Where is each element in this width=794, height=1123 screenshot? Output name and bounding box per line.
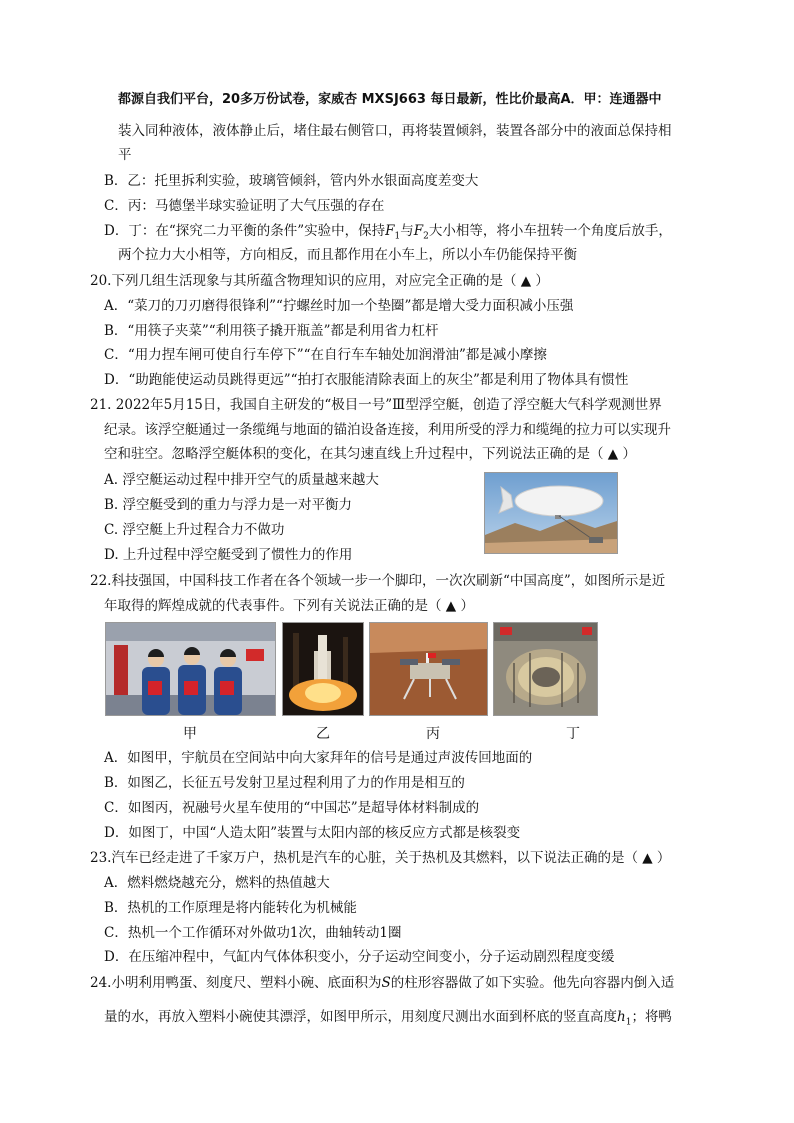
q21-stem-1: 21. 2022年5月15日，我国自主研发的“极目一号”Ⅲ型浮空艇，创造了浮空艇大气科学观测世界 bbox=[90, 397, 662, 413]
q21-option-b: B. 浮空艇受到的重力与浮力是一对平衡力 bbox=[104, 497, 353, 513]
q24-stem-1: 24.小明利用鸭蛋、刻度尺、塑料小碗、底面积为S的柱形容器做了如下实验。他先向容器内倒入适 bbox=[90, 975, 675, 991]
q19-option-c: C．丙：马德堡半球实验证明了大气压强的存在 bbox=[104, 198, 385, 214]
q19-option-b: B．乙：托里拆利实验，玻璃管倾斜，管内外水银面高度差变大 bbox=[104, 173, 479, 189]
q22-option-d: D．如图丁，中国“人造太阳”装置与太阳内部的核反应方式都是核裂变 bbox=[104, 825, 521, 841]
q19-option-d-cont: 两个拉力大小相等，方向相反，而且都作用在小车上，所以小车仍能保持平衡 bbox=[118, 247, 577, 263]
photo-mars-rover bbox=[369, 622, 488, 716]
q20-stem: 20.下列几组生活现象与其所蕴含物理知识的应用，对应完全正确的是（ ▲ ） bbox=[90, 273, 549, 289]
q22-option-c: C．如图丙，祝融号火星车使用的“中国芯”是超导体材料制成的 bbox=[104, 800, 480, 816]
q23-option-b: B．热机的工作原理是将内能转化为机械能 bbox=[104, 900, 357, 916]
q21-stem-3: 空和驻空。忽略浮空艇体积的变化，在其匀速直线上升过程中，下列说法正确的是（ ▲ ） bbox=[104, 446, 636, 462]
q21-stem-2: 纪录。该浮空艇通过一条缆绳与地面的锚泊设备连接，利用所受的浮力和缆绳的拉力可以实现升 bbox=[104, 422, 671, 438]
q23-option-c: C．热机一个工作循环对外做功1次，曲轴转动1圈 bbox=[104, 925, 402, 941]
q22-option-a: A．如图甲，宇航员在空间站中向大家拜年的信号是通过声波传回地面的 bbox=[104, 750, 533, 766]
q20-option-c: C．“用力捏车闸可使自行车停下”“在自行车车轴处加润滑油”都是减小摩擦 bbox=[104, 347, 547, 363]
q22-stem-2: 年取得的辉煌成就的代表事件。下列有关说法正确的是（ ▲ ） bbox=[104, 598, 474, 614]
photo-rocket-launch bbox=[282, 622, 364, 716]
header-watermark-line: 都源自我们平台，20多万份试卷，家威杏 MXSJ663 每日最新，性比价最高A．甲：连通器中 bbox=[118, 92, 662, 107]
photo-artificial-sun bbox=[493, 622, 598, 716]
q21-option-a: A. 浮空艇运动过程中排开空气的质量越来越大 bbox=[104, 472, 379, 488]
q20-option-d: D．“助跑能使运动员跳得更远”“拍打衣服能清除表面上的灰尘”都是利用了物体具有惯性 bbox=[104, 372, 629, 388]
caption-ding: 丁 bbox=[566, 726, 580, 742]
q20-option-b: B．“用筷子夹菜”“利用筷子撬开瓶盖”都是利用省力杠杆 bbox=[104, 323, 439, 339]
q21-option-d: D. 上升过程中浮空艇受到了惯性力的作用 bbox=[104, 547, 353, 563]
photo-astronauts bbox=[105, 622, 276, 716]
q24-stem-2: 量的水，再放入塑料小碗使其漂浮，如图甲所示，用刻度尺测出水面到杯底的竖直高度$h_1$；将鸭 bbox=[104, 1009, 672, 1028]
airship-photo bbox=[484, 472, 618, 554]
q22-stem-1: 22.科技强国，中国科技工作者在各个领域一步一个脚印，一次次刷新“中国高度”，如图所示是近 bbox=[90, 573, 666, 589]
q21-option-c: C. 浮空艇上升过程合力不做功 bbox=[104, 522, 285, 538]
q19-option-a-cont: 装入同种液体，液体静止后，堵住最右侧管口，再将装置倾斜，装置各部分中的液面总保持相 bbox=[118, 123, 672, 139]
q23-option-d: D．在压缩冲程中，气缸内气体体积变小，分子运动空间变小，分子运动剧烈程度变缓 bbox=[104, 949, 615, 965]
q23-option-a: A．燃料燃烧越充分，燃料的热值越大 bbox=[104, 875, 330, 891]
caption-jia: 甲 bbox=[183, 726, 197, 742]
q19-option-a-cont2: 平 bbox=[118, 147, 132, 163]
q23-stem: 23.汽车已经走进了千家万户，热机是汽车的心脏，关于热机及其燃料，以下说法正确的是（ ▲ ） bbox=[90, 850, 671, 866]
caption-yi: 乙 bbox=[316, 726, 330, 742]
q20-option-a: A．“菜刀的刀刃磨得很锋利”“拧螺丝时加一个垫圈”都是增大受力面积减小压强 bbox=[104, 298, 574, 314]
caption-bing: 丙 bbox=[426, 726, 440, 742]
q22-option-b: B．如图乙，长征五号发射卫星过程利用了力的作用是相互的 bbox=[104, 775, 465, 791]
q19-option-d: D．丁：在“探究二力平衡的条件”实验中，保持$F_1$与$F_2$大小相等，将小车扭转一个角度后放手， bbox=[104, 223, 672, 242]
